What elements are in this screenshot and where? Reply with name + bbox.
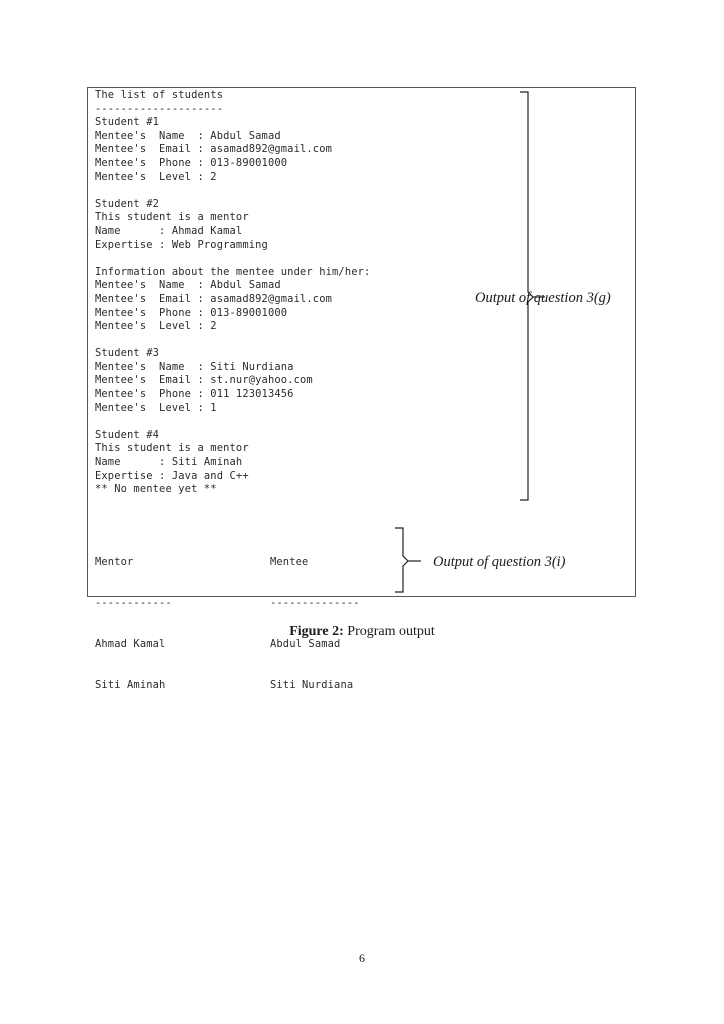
console-line: Expertise : Java and C++ (95, 469, 249, 482)
console-line: Mentee's Email : asamad892@gmail.com (95, 292, 333, 305)
table-rule-row (95, 596, 360, 611)
console-line: Mentee's Phone : 011 123013456 (95, 388, 294, 401)
mentee-cell: Abdul Samad (270, 637, 341, 650)
console-line: Mentee's Email : st.nur@yahoo.com (95, 374, 313, 387)
mentor-rule: ------------ (95, 596, 172, 609)
console-line: This student is a mentor (95, 211, 249, 224)
console-line: Name : Ahmad Kamal (95, 224, 243, 237)
console-line: Name : Siti Aminah (95, 456, 243, 469)
mentor-cell: Siti Aminah (95, 678, 166, 691)
console-line: Mentee's Level : 2 (95, 320, 217, 333)
mentee-cell: Siti Nurdiana (270, 678, 354, 691)
page-number: 6 (359, 951, 365, 965)
console-line: Information about the mentee under him/her: (95, 265, 371, 278)
console-line: Mentee's Name : Siti Nurdiana (95, 360, 294, 373)
console-line: Student #4 (95, 428, 160, 441)
right-brace-question-3i (393, 526, 433, 596)
annotation-question-3i: Output of question 3(i) (433, 554, 566, 570)
figure-label: Figure 2: (289, 624, 344, 639)
mentee-rule: -------------- (270, 596, 360, 609)
console-line: Mentee's Phone : 013-89001000 (95, 156, 288, 169)
figure-caption (0, 624, 724, 640)
mentor-cell: Ahmad Kamal (95, 637, 166, 650)
console-line: Student #3 (95, 347, 160, 360)
annotation-question-3g: Output of question 3(g) (475, 290, 611, 306)
mentor-header: Mentor (95, 556, 134, 569)
figure-caption-text: Program output (343, 624, 435, 639)
console-line: Mentee's Email : asamad892@gmail.com (95, 143, 333, 156)
table-header-row (95, 556, 309, 570)
console-line: -------------------- (95, 102, 224, 115)
mentee-header: Mentee (270, 556, 309, 569)
console-line: Mentee's Level : 1 (95, 401, 217, 414)
console-line: ** No mentee yet ** (95, 483, 217, 496)
console-line: This student is a mentor (95, 442, 249, 455)
console-line: Student #1 (95, 116, 160, 129)
console-line: Expertise : Web Programming (95, 238, 268, 251)
console-line: Mentee's Phone : 013-89001000 (95, 306, 288, 319)
console-line: The list of students (95, 89, 224, 101)
console-line: Student #2 (95, 197, 160, 210)
table-row (95, 678, 354, 693)
console-line: Mentee's Name : Abdul Samad (95, 129, 281, 142)
console-line: Mentee's Name : Abdul Samad (95, 279, 281, 292)
console-output-question-3g (95, 89, 370, 497)
console-line: Mentee's Level : 2 (95, 170, 217, 183)
